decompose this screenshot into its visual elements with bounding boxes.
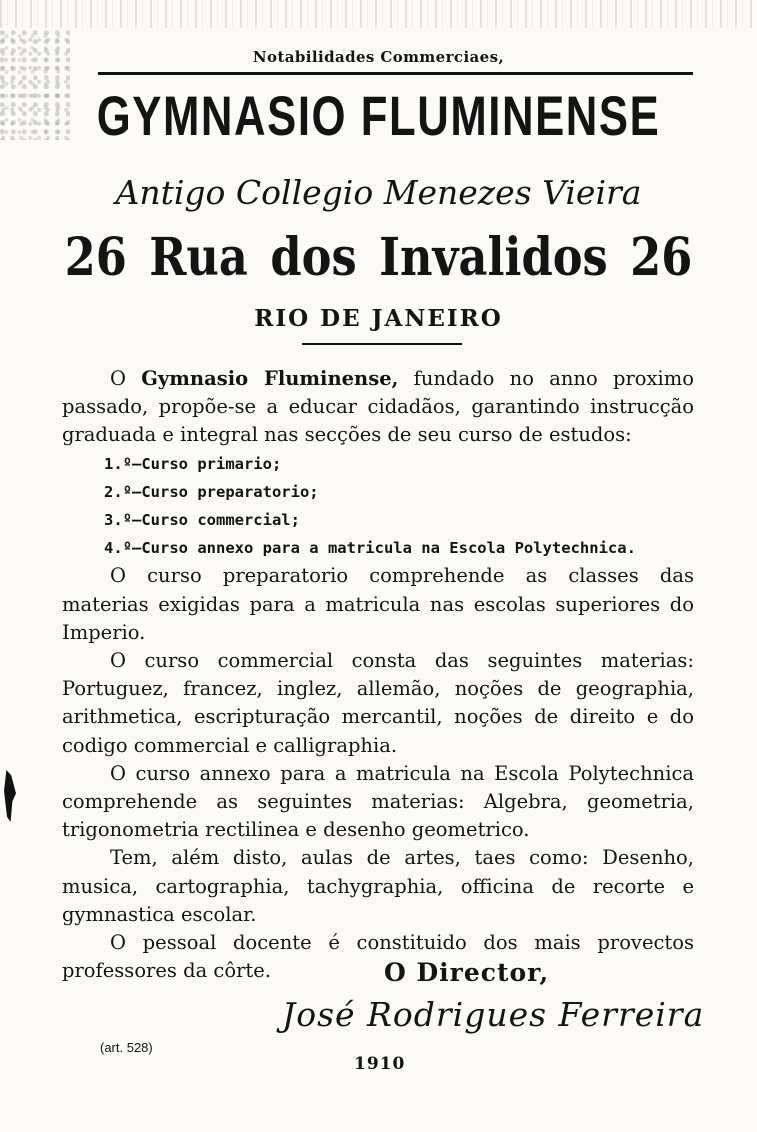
signoff: O Director, <box>384 958 550 987</box>
signature: José Rodrigues Ferreira <box>282 995 705 1034</box>
margin-ink-mark <box>4 770 16 822</box>
subtitle: Antigo Collegio Menezes Vieira <box>115 173 642 212</box>
year: 1910 <box>354 1054 406 1074</box>
intro-paragraph <box>62 365 694 450</box>
list-item: 1.º—Curso primario; <box>104 454 282 473</box>
running-head: Notabilidades Commerciaes, <box>252 48 505 66</box>
list-item: 2.º—Curso preparatorio; <box>104 482 319 501</box>
paragraph-artes: Tem, além disto, aulas de artes, taes como: Desenho, musica, cartographia, tachygraphia, officina de recorte e gymnastica escolar. <box>62 846 694 926</box>
page-title: GYMNASIO FLUMINENSE <box>96 84 661 147</box>
course-list <box>62 450 694 563</box>
paragraph-annexo: O curso annexo para a matricula na Escola Polytechnica comprehende as seguintes materias: Algebra, geometria, trigonometria rectilinea e desenho geometrico. <box>62 761 694 842</box>
intro-rest: fundado no anno proximo passado, propõe-se a educar cidadãos, garantindo instrucção graduada e integral nas secções de seu curso de estudos: <box>62 367 694 447</box>
scan-noise-top <box>0 0 757 28</box>
body-text <box>62 365 694 985</box>
city-line: RIO DE JANEIRO <box>254 305 503 332</box>
header-rule <box>98 72 693 75</box>
list-item: 3.º—Curso commercial; <box>104 511 300 530</box>
paragraph-pessoal: O pessoal docente é constituido dos mais provectos professores da côrte. <box>62 931 694 983</box>
school-name: Gymnasio Fluminense, <box>141 367 399 390</box>
intro-lead: O <box>110 367 142 390</box>
paragraph-commercial: O curso commercial consta das seguintes materias: Portuguez, francez, inglez, allemão, noções de geographia, arithmetica, escripturação mercantil, noções de direito e do codigo commercial e calligraphia. <box>62 649 694 757</box>
address-line: 26 Rua dos Invalidos 26 <box>64 227 693 288</box>
city-rule <box>302 343 462 345</box>
list-item: 4.º—Curso annexo para a matricula na Escola Polytechnica. <box>104 539 636 558</box>
paragraph-preparatorio: O curso preparatorio comprehende as classes das materias exigidas para a matricula nas escolas superiores do Imperio. <box>62 564 694 644</box>
scan-noise-left <box>0 30 70 140</box>
article-reference: (art. 528) <box>100 1040 153 1055</box>
